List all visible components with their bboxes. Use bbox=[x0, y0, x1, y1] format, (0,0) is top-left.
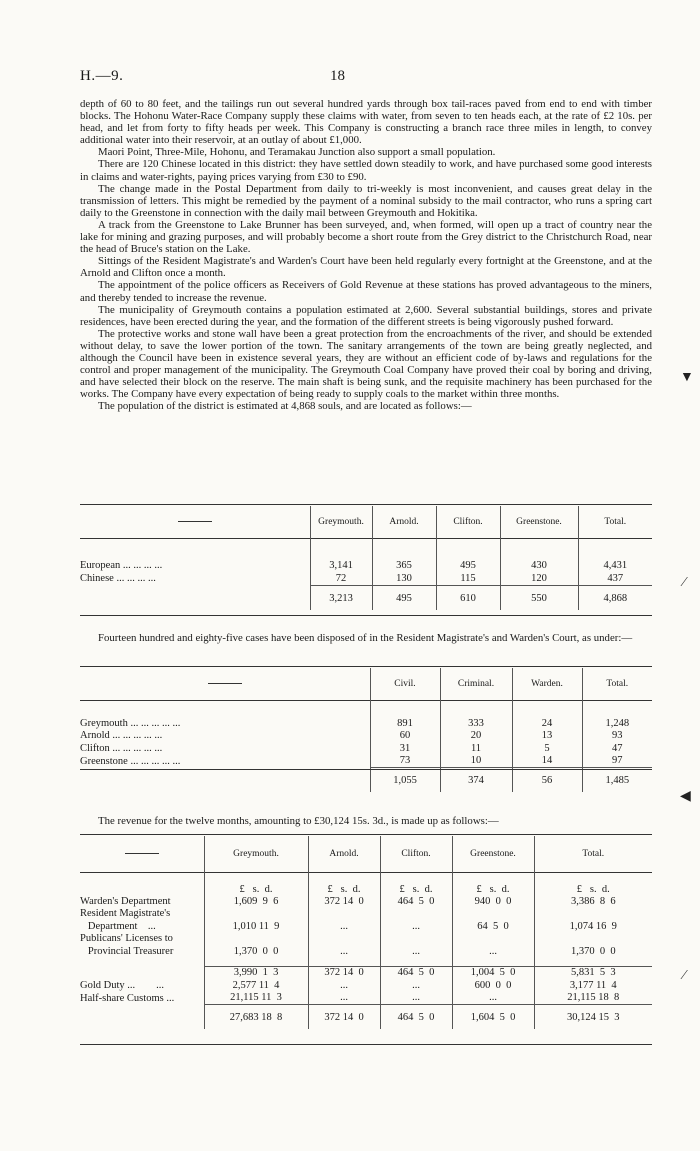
table-header: Greymouth. bbox=[310, 506, 372, 539]
table-header: Arnold. bbox=[372, 506, 436, 539]
table-cell: 1,370 0 0 bbox=[204, 945, 308, 958]
table-header: Greenstone. bbox=[452, 836, 534, 873]
margin-mark-icon: ⁄ bbox=[683, 575, 686, 590]
table-cell: ... bbox=[452, 945, 534, 958]
row-label: Warden's Department bbox=[80, 895, 171, 907]
table-cell: 72 bbox=[310, 572, 372, 586]
table-row bbox=[80, 992, 652, 1005]
table-cell: 600 0 0 bbox=[452, 979, 534, 992]
table-rule bbox=[80, 666, 652, 667]
table-cell: 5 bbox=[512, 742, 582, 755]
subtotal-cell: 3,990 1 3 bbox=[204, 966, 308, 979]
paragraph: A track from the Greenstone to Lake Brunner has been surveyed, and, when formed, will open up a tract of country near the lake for mining and grazing purposes, and will probably become a short route from the Grey district to the Christchurch Road, near the head of Bruce's station on the Lake. bbox=[80, 218, 652, 256]
table-cell: ... bbox=[308, 945, 380, 958]
currency-cell: £ s. d. bbox=[204, 873, 308, 896]
table-cell: 495 bbox=[436, 559, 500, 572]
currency-cell: £ s. d. bbox=[534, 873, 652, 896]
table-cell: ... bbox=[308, 920, 380, 933]
table-cell: 97 bbox=[582, 755, 652, 768]
total-cell: 550 bbox=[500, 586, 578, 611]
table-cell: 3,386 8 6 bbox=[534, 895, 652, 908]
currency-row bbox=[80, 873, 652, 896]
table-cell: 20 bbox=[440, 730, 512, 743]
table-cell: 365 bbox=[372, 559, 436, 572]
total-cell: 1,604 5 0 bbox=[452, 1005, 534, 1030]
table-header: Clifton. bbox=[436, 506, 500, 539]
table-cell: 13 bbox=[512, 730, 582, 743]
margin-mark-icon: ◀ bbox=[680, 789, 691, 804]
table-cell: ... bbox=[380, 945, 452, 958]
paragraph: The municipality of Greymouth contains a population estimated at 2,600. Several substantial buildings, stores and private residences, have been erected during the year, and the formation of the different streets is being vigorously pushed forward. bbox=[80, 303, 652, 328]
total-cell: 1,485 bbox=[582, 768, 652, 793]
table-header bbox=[80, 506, 310, 539]
table-cell: 437 bbox=[578, 572, 652, 586]
row-label: Provincial Treasurer bbox=[80, 945, 174, 957]
table-cell: 1,010 11 9 bbox=[204, 920, 308, 933]
table-cell: 940 0 0 bbox=[452, 895, 534, 908]
total-cell: 3,213 bbox=[310, 586, 372, 611]
paragraph: The population of the district is estimated at 4,868 souls, and are located as follows:— bbox=[98, 400, 472, 413]
paragraph: The change made in the Postal Department from daily to tri-weekly is most inconvenient, and causes great delay in the transmission of letters. This might be remedied by the payment of a nominal subsidy to the mail contractor, who runs a spring cart daily to the Greenstone in connection with the daily mail between Greymouth and Hokitika. bbox=[80, 182, 652, 219]
margin-mark-icon: ⁄ bbox=[683, 968, 686, 983]
table-cell: 333 bbox=[440, 717, 512, 730]
table-cell: ... bbox=[380, 992, 452, 1005]
table-cell: 3,141 bbox=[310, 559, 372, 572]
total-cell: 30,124 15 3 bbox=[534, 1005, 652, 1030]
subtotal-cell: 372 14 0 bbox=[308, 966, 380, 979]
table-row bbox=[80, 755, 652, 768]
table-cell: 24 bbox=[512, 717, 582, 730]
table-cell: 47 bbox=[582, 742, 652, 755]
table-row bbox=[80, 933, 652, 946]
table-cell: 891 bbox=[370, 717, 440, 730]
table-row bbox=[80, 717, 652, 730]
table-cell: ... bbox=[452, 992, 534, 1005]
table-row bbox=[80, 742, 652, 755]
total-row bbox=[80, 586, 652, 611]
margin-mark-icon: ▼ bbox=[680, 370, 694, 385]
currency-cell: £ s. d. bbox=[452, 873, 534, 896]
table-cell: 372 14 0 bbox=[308, 895, 380, 908]
row-label: Half-share Customs ... bbox=[80, 992, 175, 1004]
table-header: Total. bbox=[582, 668, 652, 701]
total-row bbox=[80, 1005, 652, 1030]
table-row bbox=[80, 920, 652, 933]
table-header: Arnold. bbox=[308, 836, 380, 873]
total-row bbox=[80, 768, 652, 793]
table-rule bbox=[80, 504, 652, 505]
total-cell: 56 bbox=[512, 768, 582, 793]
paragraph: The appointment of the police officers as Receivers of Gold Revenue at these stations has proved advantageous to the miners, and thereby tended to increase the revenue. bbox=[80, 279, 652, 304]
table-cell: 64 5 0 bbox=[452, 920, 534, 933]
paragraph: Maori Point, Three-Mile, Hohonu, and Teramakau Junction also support a small population. bbox=[98, 146, 496, 159]
table-cell: 21,115 11 3 bbox=[204, 992, 308, 1005]
row-label: Clifton ... ... ... ... ... bbox=[80, 742, 163, 754]
table-header: Total. bbox=[578, 506, 652, 539]
row-label: Greenstone ... ... ... ... ... bbox=[80, 755, 181, 767]
table-cell: 31 bbox=[370, 742, 440, 755]
paragraph: There are 120 Chinese located in this district: they have settled down steadily to work, and have purchased some good interests in claims and water-rights, paying prices varying from £30 to £90. bbox=[80, 158, 652, 183]
table-header bbox=[80, 668, 370, 701]
cases-intro: Fourteen hundred and eighty-five cases have been disposed of in the Resident Magistrate's and Warden's Court, as under:— bbox=[98, 632, 633, 644]
table-row bbox=[80, 730, 652, 743]
row-label: Arnold ... ... ... ... ... bbox=[80, 730, 163, 742]
table-row bbox=[80, 572, 652, 586]
table-cell: 464 5 0 bbox=[380, 895, 452, 908]
table-row bbox=[80, 979, 652, 992]
table-header: Greenstone. bbox=[500, 506, 578, 539]
total-cell: 610 bbox=[436, 586, 500, 611]
table-row bbox=[80, 908, 652, 921]
total-cell: 4,868 bbox=[578, 586, 652, 611]
total-cell: 372 14 0 bbox=[308, 1005, 380, 1030]
table-row bbox=[80, 895, 652, 908]
table-cell: 1,609 9 6 bbox=[204, 895, 308, 908]
row-label: Department ... bbox=[80, 920, 156, 932]
table-header: Greymouth. bbox=[204, 836, 308, 873]
paragraph: The protective works and stone wall have been a great protection from the encroachments of the river, and should be extended without delay, to save the lower portion of the town. The sanitary arrangements of the town are being greatly neglected, and although the Council have been in existence several years, they are without an efficient code of by-laws and regulations for the control and proper management of the municipality. The Greymouth Coal Company have proved their coal by boring and driving, and have selected their block on the reserve. The main shaft is being sunk, and the requisite machinery has been purchased for the works. The Company have every expectation of being ready to supply coals to the market within three months. bbox=[80, 327, 652, 401]
subtotal-row bbox=[80, 966, 652, 979]
table-cell: 120 bbox=[500, 572, 578, 586]
table-cell: 10 bbox=[440, 755, 512, 768]
table-cell: 1,248 bbox=[582, 717, 652, 730]
table-header: Clifton. bbox=[380, 836, 452, 873]
row-label: Chinese ... ... ... ... bbox=[80, 573, 156, 585]
table-cell: 1,370 0 0 bbox=[534, 945, 652, 958]
row-label: Resident Magistrate's bbox=[80, 908, 171, 920]
table-header: Total. bbox=[534, 836, 652, 873]
total-cell: 27,683 18 8 bbox=[204, 1005, 308, 1030]
table-cell: 2,577 11 4 bbox=[204, 979, 308, 992]
table-rule bbox=[80, 1044, 652, 1045]
table-cell: 4,431 bbox=[578, 559, 652, 572]
row-label: Gold Duty ... ... bbox=[80, 979, 164, 991]
table-header bbox=[80, 836, 204, 873]
currency-cell: £ s. d. bbox=[308, 873, 380, 896]
cases-table bbox=[80, 668, 652, 792]
population-table bbox=[80, 506, 652, 610]
table-header: Criminal. bbox=[440, 668, 512, 701]
row-label: European ... ... ... ... bbox=[80, 560, 163, 571]
total-cell: 495 bbox=[372, 586, 436, 611]
total-cell: 1,055 bbox=[370, 768, 440, 793]
revenue-table bbox=[80, 836, 652, 1029]
table-rule bbox=[80, 834, 652, 835]
currency-cell: £ s. d. bbox=[380, 873, 452, 896]
table-cell: 1,074 16 9 bbox=[534, 920, 652, 933]
table-row bbox=[80, 945, 652, 958]
table-cell: 3,177 11 4 bbox=[534, 979, 652, 992]
table-cell: ... bbox=[380, 979, 452, 992]
table-rule bbox=[80, 769, 652, 770]
table-cell: 130 bbox=[372, 572, 436, 586]
document-code: H.—9. bbox=[80, 68, 124, 84]
table-cell: ... bbox=[380, 920, 452, 933]
table-cell: 60 bbox=[370, 730, 440, 743]
row-label: Greymouth ... ... ... ... ... bbox=[80, 717, 181, 729]
table-cell: 93 bbox=[582, 730, 652, 743]
table-cell: 115 bbox=[436, 572, 500, 586]
table-cell: ... bbox=[308, 979, 380, 992]
table-rule bbox=[80, 615, 652, 616]
table-cell: 11 bbox=[440, 742, 512, 755]
total-cell: 464 5 0 bbox=[380, 1005, 452, 1030]
subtotal-cell: 5,831 5 3 bbox=[534, 966, 652, 979]
paragraph: Sittings of the Resident Magistrate's and Warden's Court have been held regularly every fortnight at the Greenstone, and at the Arnold and Clifton once a month. bbox=[80, 255, 652, 280]
table-cell: 430 bbox=[500, 559, 578, 572]
table-header: Warden. bbox=[512, 668, 582, 701]
subtotal-cell: 464 5 0 bbox=[380, 966, 452, 979]
row-label: Publicans' Licenses to bbox=[80, 933, 173, 945]
table-cell: 21,115 18 8 bbox=[534, 992, 652, 1005]
table-header: Civil. bbox=[370, 668, 440, 701]
table-row bbox=[80, 559, 652, 572]
table-cell: 14 bbox=[512, 755, 582, 768]
page-number: 18 bbox=[330, 68, 345, 84]
body-text bbox=[80, 98, 652, 412]
total-cell: 374 bbox=[440, 768, 512, 793]
paragraph: depth of 60 to 80 feet, and the tailings run out several hundred yards through box tail-races paved from end to end with timber blocks. The Hohonu Water-Race Company supply these claims with water, from seven to ten heads each, at the rate of £2 10s. per head, and let from forty to fifty heads per week. This Company is constructing a branch race three miles in length, to convey additional water into their reservoir, at an outlay of about £1,000. bbox=[80, 98, 652, 147]
revenue-intro: The revenue for the twelve months, amounting to £30,124 15s. 3d., is made up as follows:— bbox=[98, 815, 499, 827]
table-cell: ... bbox=[308, 992, 380, 1005]
subtotal-cell: 1,004 5 0 bbox=[452, 966, 534, 979]
table-cell: 73 bbox=[370, 755, 440, 768]
